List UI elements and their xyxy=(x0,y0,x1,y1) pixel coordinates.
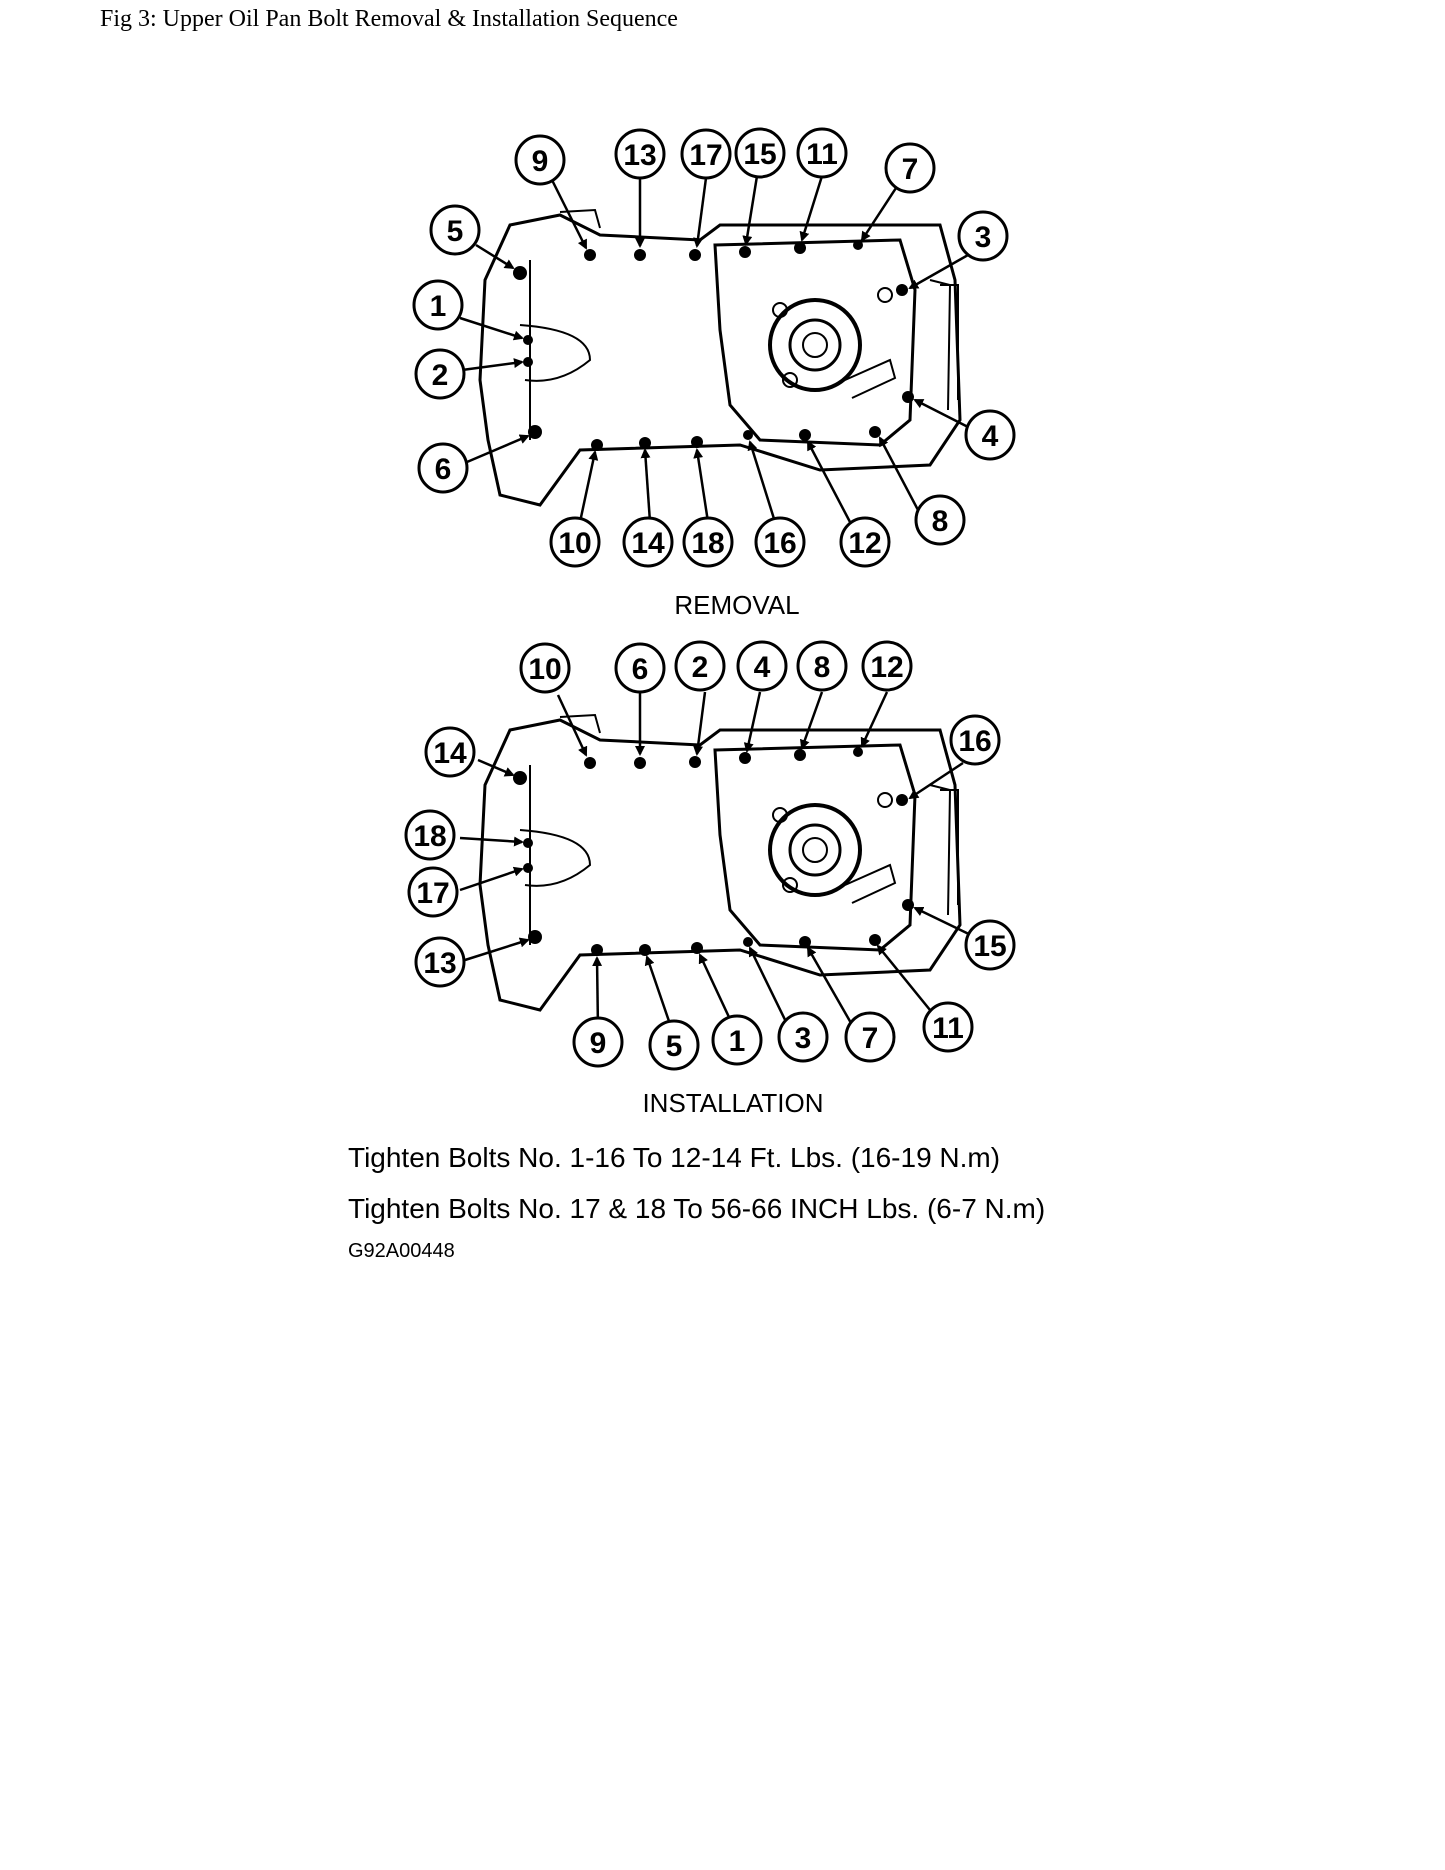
installation-callout-17 xyxy=(409,868,457,916)
svg-text:2: 2 xyxy=(691,651,709,684)
svg-text:17: 17 xyxy=(689,139,723,172)
svg-text:5: 5 xyxy=(665,1030,683,1063)
svg-text:9: 9 xyxy=(531,145,549,178)
svg-text:18: 18 xyxy=(691,527,725,560)
removal-callout-18 xyxy=(684,518,732,566)
installation-callout-10 xyxy=(521,644,569,692)
removal-pan-drawing xyxy=(480,210,960,505)
installation-arrows xyxy=(460,692,975,1030)
svg-text:7: 7 xyxy=(901,153,919,186)
svg-text:14: 14 xyxy=(631,527,665,560)
svg-text:18: 18 xyxy=(413,820,447,853)
svg-text:9: 9 xyxy=(589,1027,607,1060)
installation-callout-3 xyxy=(779,1013,827,1061)
installation-callout-6 xyxy=(616,644,664,692)
installation-title: INSTALLATION xyxy=(642,1088,824,1118)
removal-callout-8 xyxy=(916,496,964,544)
installation-callouts xyxy=(406,642,1014,1069)
svg-text:11: 11 xyxy=(932,1012,964,1045)
installation-callout-11 xyxy=(924,1003,972,1051)
removal-callout-4 xyxy=(966,411,1014,459)
svg-text:3: 3 xyxy=(794,1022,812,1055)
installation-callout-9 xyxy=(574,1018,622,1066)
torque-note-1: Tighten Bolts No. 1-16 To 12-14 Ft. Lbs. (16-19 N.m) xyxy=(348,1142,1001,1173)
removal-title: REMOVAL xyxy=(674,590,800,620)
reference-code: G92A00448 xyxy=(348,1240,455,1262)
svg-text:6: 6 xyxy=(631,653,649,686)
removal-callout-15 xyxy=(736,129,784,177)
removal-callout-5 xyxy=(431,206,479,254)
removal-callout-9 xyxy=(516,136,564,184)
installation-callout-5 xyxy=(650,1021,698,1069)
svg-text:4: 4 xyxy=(753,651,771,684)
removal-callout-2 xyxy=(416,350,464,398)
removal-callout-10 xyxy=(551,518,599,566)
installation-callout-7 xyxy=(846,1013,894,1061)
svg-text:17: 17 xyxy=(416,877,450,910)
svg-text:10: 10 xyxy=(528,653,562,686)
removal-bolts xyxy=(513,240,914,451)
figure-caption: Fig 3: Upper Oil Pan Bolt Removal & Installation Sequence xyxy=(100,6,678,32)
installation-callout-4 xyxy=(738,642,786,690)
svg-text:16: 16 xyxy=(763,527,797,560)
installation-callout-13 xyxy=(416,938,464,986)
removal-callout-14 xyxy=(624,518,672,566)
svg-text:1: 1 xyxy=(728,1025,746,1058)
svg-text:13: 13 xyxy=(623,139,657,172)
svg-text:7: 7 xyxy=(861,1022,879,1055)
installation-callout-12 xyxy=(863,642,911,690)
svg-text:6: 6 xyxy=(434,453,452,486)
removal-callout-1 xyxy=(414,281,462,329)
installation-callout-16 xyxy=(951,716,999,764)
removal-callout-17 xyxy=(682,130,730,178)
svg-text:11: 11 xyxy=(806,138,838,171)
installation-callout-1 xyxy=(713,1016,761,1064)
removal-callout-7 xyxy=(886,144,934,192)
svg-text:2: 2 xyxy=(431,359,449,392)
removal-callout-12 xyxy=(841,518,889,566)
svg-text:15: 15 xyxy=(743,138,777,171)
removal-callout-6 xyxy=(419,444,467,492)
svg-text:12: 12 xyxy=(870,651,904,684)
removal-callout-3 xyxy=(959,212,1007,260)
installation-callout-8 xyxy=(798,642,846,690)
svg-text:13: 13 xyxy=(423,947,457,980)
svg-text:15: 15 xyxy=(973,930,1007,963)
svg-text:1: 1 xyxy=(429,290,447,323)
svg-text:8: 8 xyxy=(931,505,949,538)
svg-text:10: 10 xyxy=(558,527,592,560)
svg-text:4: 4 xyxy=(981,420,999,453)
installation-pan-drawing xyxy=(480,715,960,1010)
torque-note-2: Tighten Bolts No. 17 & 18 To 56-66 INCH Lbs. (6-7 N.m) xyxy=(348,1193,1046,1224)
svg-text:12: 12 xyxy=(848,527,882,560)
svg-text:5: 5 xyxy=(446,215,464,248)
svg-text:14: 14 xyxy=(433,737,467,770)
installation-callout-15 xyxy=(966,921,1014,969)
installation-callout-14 xyxy=(426,728,474,776)
removal-callout-16 xyxy=(756,518,804,566)
removal-callouts xyxy=(414,129,1014,566)
svg-text:8: 8 xyxy=(813,651,831,684)
removal-callout-13 xyxy=(616,130,664,178)
svg-text:3: 3 xyxy=(974,221,992,254)
svg-text:16: 16 xyxy=(958,725,992,758)
installation-callout-18 xyxy=(406,811,454,859)
removal-callout-11 xyxy=(798,129,846,177)
installation-callout-2 xyxy=(676,642,724,690)
installation-bolts xyxy=(513,747,914,956)
